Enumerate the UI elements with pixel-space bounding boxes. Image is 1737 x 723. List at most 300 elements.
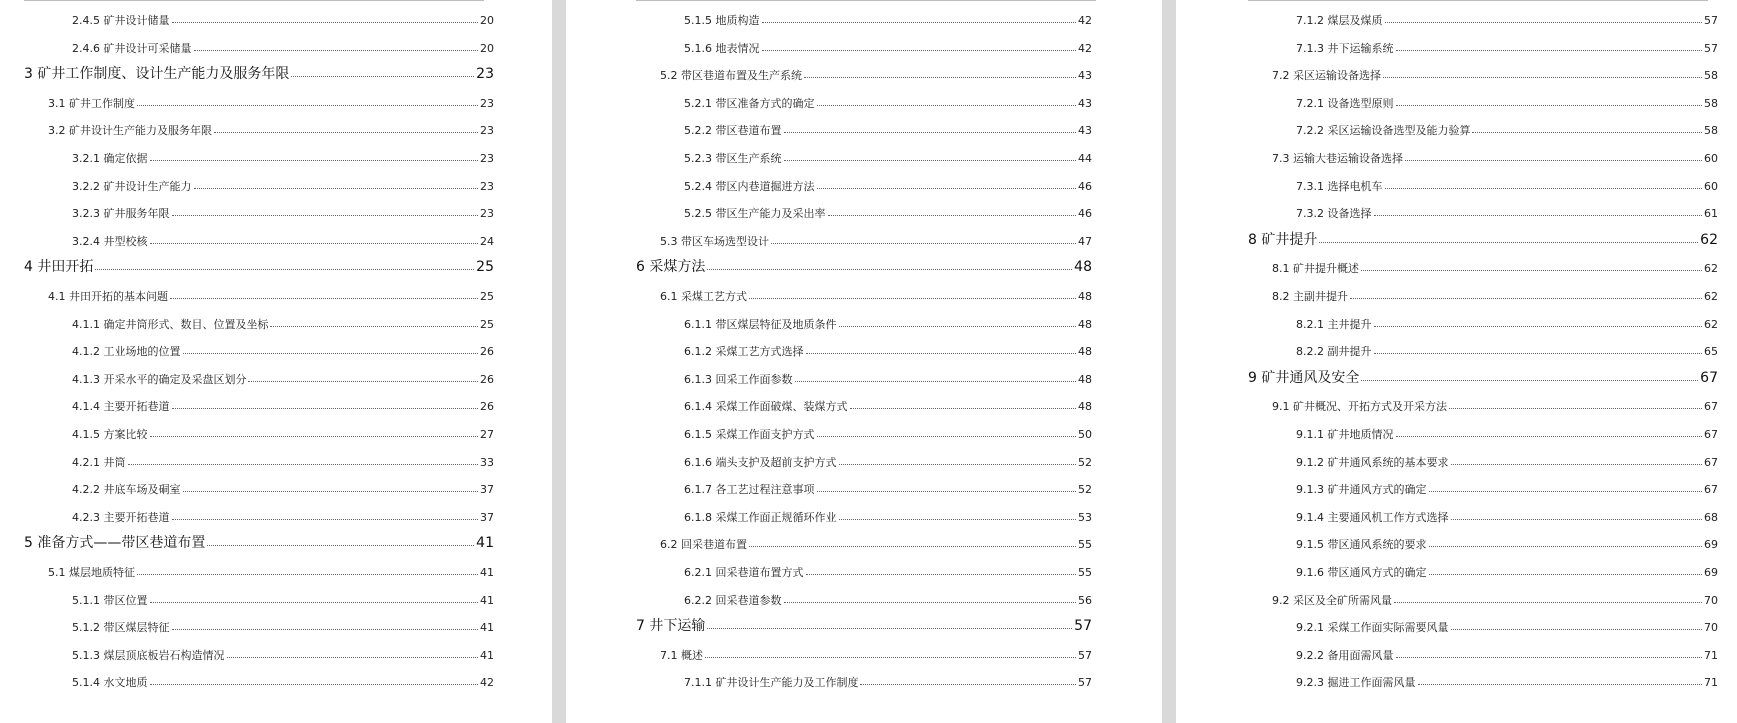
toc-entry[interactable]: [684, 420, 1092, 440]
toc-dot-leader: [183, 353, 479, 354]
toc-entry-title: 5.2.2 带区巷道布置: [684, 124, 782, 138]
toc-entry-title: 4.1.1 确定井筒形式、数目、位置及坐标: [72, 317, 269, 331]
toc-entry-title: 7.2.2 采区运输设备选型及能力验算: [1296, 124, 1471, 138]
toc-entry-title: 5 准备方式——带区巷道布置: [24, 535, 206, 552]
toc-entry-page-number: 70: [1704, 621, 1718, 635]
toc-dot-leader: [172, 408, 479, 409]
toc-entry-page-number: 48: [1078, 400, 1092, 414]
toc-entry-page-number: 62: [1704, 262, 1718, 276]
toc-entry[interactable]: [1272, 144, 1718, 164]
toc-entry[interactable]: [48, 282, 494, 302]
toc-entry-page-number: 23: [476, 66, 494, 83]
toc-entry-page-number: 48: [1078, 372, 1092, 386]
toc-entry[interactable]: [1296, 116, 1718, 136]
toc-entry[interactable]: [72, 227, 494, 247]
toc-entry[interactable]: [1296, 420, 1718, 440]
toc-entry-title: 9.2 采区及全矿所需风量: [1272, 593, 1392, 607]
toc-dot-leader: [806, 353, 1077, 354]
toc-dot-leader: [172, 215, 479, 216]
toc-dot-leader: [1472, 132, 1702, 133]
toc-entry[interactable]: [684, 503, 1092, 523]
toc-entry[interactable]: [636, 254, 1092, 274]
toc-entry-title: 8.2.1 主井提升: [1296, 317, 1372, 331]
toc-dot-leader: [839, 519, 1077, 520]
toc-entry-page-number: 58: [1704, 96, 1718, 110]
toc-entry[interactable]: [1296, 310, 1718, 330]
toc-dot-leader: [806, 574, 1077, 575]
toc-entry-title: 2.4.5 矿井设计储量: [72, 14, 170, 27]
toc-entry-page-number: 48: [1078, 290, 1092, 303]
toc-entry-page-number: 33: [480, 455, 494, 469]
toc-dot-leader: [1405, 160, 1702, 161]
toc-entry-title: 4.1 井田开拓的基本问题: [48, 290, 168, 303]
toc-entry-title: 6.1.6 端头支护及超前支护方式: [684, 455, 837, 469]
toc-entry-title: 9.1.4 主要通风机工作方式选择: [1296, 510, 1449, 524]
toc-entry-page-number: 43: [1078, 69, 1092, 83]
toc-entry[interactable]: [24, 61, 494, 81]
toc-entry-page-number: 69: [1704, 566, 1718, 579]
toc-entry-title: 6.1.1 带区煤层特征及地质条件: [684, 317, 837, 331]
toc-entry-page-number: 67: [1704, 455, 1718, 469]
toc-entry-page-number: 23: [480, 179, 494, 193]
toc-entry-title: 9.1.5 带区通风系统的要求: [1296, 538, 1427, 552]
page-top-edge-1: [24, 0, 484, 1]
toc-entry-page-number: 67: [1704, 483, 1718, 497]
toc-entry-title: 4.1.2 工业场地的位置: [72, 345, 181, 359]
toc-dot-leader: [762, 50, 1077, 51]
toc-dot-leader: [707, 269, 1072, 270]
toc-entry[interactable]: [684, 172, 1092, 192]
toc-entry-title: 5.3 带区车场选型设计: [660, 234, 769, 248]
toc-dot-leader: [150, 684, 479, 685]
toc-dot-leader: [784, 132, 1077, 133]
toc-entry-title: 5.2.1 带区准备方式的确定: [684, 96, 815, 110]
toc-entry-page-number: 58: [1704, 69, 1718, 83]
toc-dot-leader: [707, 628, 1072, 629]
toc-entry-title: 8 矿井提升: [1248, 231, 1318, 248]
toc-entry-page-number: 71: [1704, 676, 1718, 690]
page-top-edge-3: [1248, 0, 1708, 1]
toc-entry[interactable]: [684, 337, 1092, 357]
toc-entry[interactable]: [684, 34, 1092, 54]
toc-dot-leader: [860, 684, 1076, 685]
toc-dot-leader: [1449, 408, 1702, 409]
toc-entry-page-number: 70: [1704, 593, 1718, 607]
toc-entry[interactable]: [660, 530, 1092, 550]
toc-entry-page-number: 42: [480, 676, 494, 690]
toc-dot-leader: [150, 160, 479, 161]
toc-entry-page-number: 43: [1078, 96, 1092, 110]
toc-entry-page-number: 47: [1078, 234, 1092, 248]
toc-entry[interactable]: [1296, 172, 1718, 192]
toc-dot-leader: [1429, 491, 1703, 492]
toc-dot-leader: [207, 545, 474, 546]
toc-dot-leader: [804, 77, 1076, 78]
toc-entry[interactable]: [24, 254, 494, 274]
toc-entry-title: 4.2.3 主要开拓巷道: [72, 510, 170, 524]
toc-dot-leader: [172, 629, 479, 630]
toc-entry-title: 4.1.3 开采水平的确定及采盘区划分: [72, 372, 247, 386]
toc-dot-leader: [1350, 298, 1702, 299]
toc-entry[interactable]: [684, 144, 1092, 164]
toc-entry[interactable]: [684, 310, 1092, 330]
toc-entry-title: 7.1.3 井下运输系统: [1296, 41, 1394, 55]
toc-entry-page-number: 48: [1074, 259, 1092, 276]
toc-dot-leader: [1385, 188, 1703, 189]
toc-entry[interactable]: [72, 668, 494, 688]
toc-dot-leader: [150, 436, 479, 437]
toc-entry[interactable]: [72, 420, 494, 440]
toc-entry-page-number: 69: [1704, 538, 1718, 552]
toc-entry-page-number: 53: [1078, 510, 1092, 524]
toc-entry-page-number: 67: [1704, 400, 1718, 414]
toc-entry-page-number: 23: [480, 152, 494, 165]
toc-entry-title: 5.1.1 带区位置: [72, 593, 148, 607]
toc-entry-title: 9.2.3 掘进工作面需风量: [1296, 676, 1416, 690]
toc-entry-title: 3.2.2 矿井设计生产能力: [72, 179, 192, 193]
toc-entry-page-number: 41: [476, 535, 494, 552]
toc-entry[interactable]: [1296, 530, 1718, 550]
toc-dot-leader: [762, 22, 1077, 23]
toc-entry[interactable]: [72, 310, 494, 330]
toc-entry-title: 6.1 采煤工艺方式: [660, 290, 747, 303]
toc-entry-title: 9.2.2 备用面需风量: [1296, 648, 1394, 662]
toc-entry[interactable]: [684, 116, 1092, 136]
toc-entry[interactable]: [1296, 337, 1718, 357]
toc-dot-leader: [1319, 242, 1698, 243]
toc-dot-leader: [137, 105, 478, 106]
toc-entry-title: 5.1.3 煤层顶底板岩石构造情况: [72, 648, 225, 662]
toc-dot-leader: [839, 326, 1077, 327]
toc-entry-page-number: 52: [1078, 455, 1092, 469]
toc-dot-leader: [705, 657, 1076, 658]
toc-entry-page-number: 43: [1078, 124, 1092, 138]
toc-entry-page-number: 42: [1078, 14, 1092, 27]
toc-entry-page-number: 67: [1700, 369, 1718, 386]
toc-dot-leader: [1361, 380, 1698, 381]
toc-entry-title: 5.2 带区巷道布置及生产系统: [660, 69, 802, 83]
toc-entry-title: 9.2.1 采煤工作面实际需要风量: [1296, 621, 1449, 635]
toc-entry-title: 3.2.3 矿井服务年限: [72, 207, 170, 221]
toc-entry-page-number: 25: [476, 259, 494, 276]
toc-entry-page-number: 37: [480, 483, 494, 497]
toc-entry-title: 3.2 矿井设计生产能力及服务年限: [48, 124, 212, 138]
toc-dot-leader: [1374, 326, 1703, 327]
toc-entry[interactable]: [72, 475, 494, 495]
toc-dot-leader: [150, 602, 479, 603]
toc-entry-title: 5.2.3 带区生产系统: [684, 152, 782, 165]
toc-entry-page-number: 44: [1078, 152, 1092, 165]
page-gutter-1: [552, 0, 566, 723]
toc-entry-page-number: 46: [1078, 207, 1092, 221]
toc-entry-title: 5.1.2 带区煤层特征: [72, 621, 170, 635]
toc-entry-page-number: 71: [1704, 648, 1718, 662]
toc-entry[interactable]: [684, 586, 1092, 606]
toc-entry[interactable]: [660, 282, 1092, 302]
toc-dot-leader: [1451, 464, 1703, 465]
toc-entry-page-number: 57: [1704, 41, 1718, 55]
toc-entry-title: 7.3.2 设备选择: [1296, 207, 1372, 221]
toc-entry-title: 7.2.1 设备选型原则: [1296, 96, 1394, 110]
toc-dot-leader: [1396, 657, 1703, 658]
toc-entry-title: 6.1.8 采煤工作面正规循环作业: [684, 510, 837, 524]
toc-entry-title: 9.1 矿井概况、开拓方式及开采方法: [1272, 400, 1447, 414]
toc-entry-page-number: 58: [1704, 124, 1718, 138]
toc-entry-page-number: 26: [480, 345, 494, 359]
toc-entry[interactable]: [72, 34, 494, 54]
toc-entry-page-number: 57: [1074, 618, 1092, 635]
toc-entry-title: 5.2.4 带区内巷道掘进方法: [684, 179, 815, 193]
toc-entry-title: 5.1.5 地质构造: [684, 14, 760, 27]
toc-dot-leader: [817, 491, 1077, 492]
toc-entry[interactable]: [1272, 61, 1718, 81]
toc-entry-title: 6.2.2 回采巷道参数: [684, 593, 782, 607]
toc-entry-title: 3.2.4 井型校核: [72, 234, 148, 248]
toc-entry-title: 7.1.2 煤层及煤质: [1296, 14, 1383, 27]
toc-dot-leader: [128, 464, 479, 465]
toc-entry-title: 9.1.6 带区通风方式的确定: [1296, 566, 1427, 579]
toc-entry-title: 7.3.1 选择电机车: [1296, 179, 1383, 193]
toc-dot-leader: [839, 464, 1077, 465]
toc-entry[interactable]: [72, 172, 494, 192]
toc-entry-title: 8.2.2 副井提升: [1296, 345, 1372, 359]
toc-entry-title: 7.1.1 矿井设计生产能力及工作制度: [684, 676, 859, 690]
toc-entry-page-number: 48: [1078, 345, 1092, 359]
toc-entry[interactable]: [24, 530, 494, 550]
toc-entry[interactable]: [684, 448, 1092, 468]
toc-entry[interactable]: [1296, 34, 1718, 54]
toc-dot-leader: [172, 22, 479, 23]
toc-entry-title: 8.1 矿井提升概述: [1272, 262, 1359, 276]
toc-entry[interactable]: [684, 6, 1092, 26]
toc-dot-leader: [1394, 602, 1702, 603]
toc-entry-page-number: 41: [480, 593, 494, 607]
toc-entry[interactable]: [72, 586, 494, 606]
toc-dot-leader: [1396, 105, 1703, 106]
toc-entry[interactable]: [72, 365, 494, 385]
toc-entry-page-number: 48: [1078, 317, 1092, 331]
toc-entry[interactable]: [48, 558, 494, 578]
toc-entry-page-number: 65: [1704, 345, 1718, 359]
toc-entry[interactable]: [72, 641, 494, 661]
toc-entry-title: 3.1 矿井工作制度: [48, 96, 135, 110]
toc-dot-leader: [1374, 215, 1703, 216]
toc-dot-leader: [1429, 574, 1703, 575]
toc-entry-page-number: 46: [1078, 179, 1092, 193]
toc-entry[interactable]: [1296, 6, 1718, 26]
toc-entry-title: 8.2 主副井提升: [1272, 290, 1348, 303]
toc-entry[interactable]: [1296, 558, 1718, 578]
toc-entry-page-number: 41: [480, 621, 494, 635]
toc-entry-title: 6.1.2 采煤工艺方式选择: [684, 345, 804, 359]
toc-dot-leader: [1383, 77, 1702, 78]
toc-dot-leader: [227, 657, 479, 658]
toc-dot-leader: [270, 326, 478, 327]
toc-entry[interactable]: [72, 6, 494, 26]
toc-entry-title: 9.1.1 矿井地质情况: [1296, 428, 1394, 441]
toc-dot-leader: [828, 215, 1077, 216]
toc-entry-page-number: 25: [480, 290, 494, 303]
toc-dot-leader: [771, 243, 1076, 244]
toc-entry-page-number: 55: [1078, 566, 1092, 579]
toc-entry[interactable]: [1296, 475, 1718, 495]
toc-dot-leader: [248, 381, 478, 382]
toc-entry-page-number: 41: [480, 648, 494, 662]
toc-entry[interactable]: [1296, 503, 1718, 523]
toc-entry-title: 9.1.2 矿井通风系统的基本要求: [1296, 455, 1449, 469]
toc-entry[interactable]: [1248, 365, 1718, 385]
page-top-edge-2: [636, 0, 1096, 1]
toc-entry-page-number: 42: [1078, 41, 1092, 55]
toc-entry-page-number: 60: [1704, 152, 1718, 165]
toc-entry-page-number: 24: [480, 234, 494, 248]
toc-entry-title: 6.1.4 采煤工作面破煤、装煤方式: [684, 400, 848, 414]
toc-entry[interactable]: [660, 641, 1092, 661]
toc-entry[interactable]: [72, 337, 494, 357]
toc-dot-leader: [183, 491, 479, 492]
toc-entry[interactable]: [660, 61, 1092, 81]
toc-dot-leader: [749, 546, 1076, 547]
toc-entry-page-number: 57: [1078, 676, 1092, 690]
toc-entry[interactable]: [48, 89, 494, 109]
toc-dot-leader: [1429, 546, 1703, 547]
toc-entry[interactable]: [1296, 641, 1718, 661]
toc-entry-title: 4.2.1 井筒: [72, 455, 126, 469]
toc-entry-page-number: 23: [480, 207, 494, 221]
toc-entry-page-number: 62: [1704, 317, 1718, 331]
toc-entry[interactable]: [684, 89, 1092, 109]
toc-entry-title: 4.1.4 主要开拓巷道: [72, 400, 170, 414]
toc-entry-title: 9.1.3 矿井通风方式的确定: [1296, 483, 1427, 497]
toc-entry-page-number: 57: [1704, 14, 1718, 27]
toc-entry-title: 7.3 运输大巷运输设备选择: [1272, 152, 1403, 165]
toc-entry-page-number: 26: [480, 372, 494, 386]
toc-entry[interactable]: [684, 668, 1092, 688]
toc-entry-title: 5.2.5 带区生产能力及采出率: [684, 207, 826, 221]
toc-dot-leader: [291, 76, 474, 77]
toc-entry-page-number: 57: [1078, 648, 1092, 662]
toc-dot-leader: [1361, 270, 1702, 271]
toc-entry-page-number: 62: [1704, 290, 1718, 303]
toc-entry-title: 4.1.5 方案比较: [72, 428, 148, 441]
toc-entry-page-number: 23: [480, 96, 494, 110]
toc-dot-leader: [784, 160, 1077, 161]
toc-entry-title: 7.1 概述: [660, 648, 703, 662]
toc-dot-leader: [1451, 629, 1703, 630]
toc-entry-page-number: 26: [480, 400, 494, 414]
toc-dot-leader: [214, 132, 478, 133]
toc-entry-page-number: 55: [1078, 538, 1092, 552]
toc-dot-leader: [817, 436, 1077, 437]
toc-dot-leader: [1396, 436, 1703, 437]
toc-entry-title: 5.1 煤层地质特征: [48, 566, 135, 579]
toc-entry[interactable]: [1272, 586, 1718, 606]
toc-entry[interactable]: [1272, 282, 1718, 302]
toc-entry-page-number: 37: [480, 510, 494, 524]
toc-entry-title: 3.2.1 确定依据: [72, 152, 148, 165]
toc-entry-page-number: 23: [480, 124, 494, 138]
toc-entry-page-number: 62: [1700, 231, 1718, 248]
toc-entry-title: 5.1.6 地表情况: [684, 41, 760, 55]
toc-entry[interactable]: [72, 613, 494, 633]
toc-dot-leader: [817, 105, 1077, 106]
toc-entry[interactable]: [72, 448, 494, 468]
toc-dot-leader: [95, 269, 474, 270]
toc-dot-leader: [194, 188, 479, 189]
toc-dot-leader: [749, 298, 1076, 299]
toc-entry[interactable]: [72, 503, 494, 523]
toc-entry-page-number: 61: [1704, 207, 1718, 221]
toc-dot-leader: [1385, 22, 1703, 23]
toc-entry[interactable]: [636, 613, 1092, 633]
toc-entry[interactable]: [1296, 613, 1718, 633]
toc-entry[interactable]: [72, 199, 494, 219]
page-gutter-2: [1162, 0, 1176, 723]
toc-entry-title: 9 矿井通风及安全: [1248, 369, 1360, 386]
toc-dot-leader: [795, 381, 1077, 382]
toc-entry-title: 3 矿井工作制度、设计生产能力及服务年限: [24, 66, 290, 83]
toc-dot-leader: [170, 298, 478, 299]
toc-dot-leader: [172, 519, 479, 520]
toc-entry-title: 6.1.3 回采工作面参数: [684, 372, 793, 386]
toc-dot-leader: [784, 602, 1077, 603]
toc-dot-leader: [1396, 50, 1703, 51]
toc-dot-leader: [1451, 519, 1703, 520]
toc-entry[interactable]: [1248, 227, 1718, 247]
toc-entry-title: 6.2 回采巷道布置: [660, 538, 747, 552]
toc-entry[interactable]: [684, 365, 1092, 385]
toc-entry[interactable]: [1272, 392, 1718, 412]
toc-entry-title: 6 采煤方法: [636, 259, 706, 276]
toc-entry-page-number: 20: [480, 41, 494, 55]
toc-entry-page-number: 41: [480, 566, 494, 579]
toc-entry-title: 4.2.2 井底车场及硐室: [72, 483, 181, 497]
toc-entry[interactable]: [1296, 89, 1718, 109]
toc-entry[interactable]: [72, 392, 494, 412]
toc-dot-leader: [817, 188, 1077, 189]
toc-entry[interactable]: [684, 475, 1092, 495]
toc-entry-title: 6.1.7 各工艺过程注意事项: [684, 483, 815, 497]
toc-entry[interactable]: [684, 558, 1092, 578]
toc-dot-leader: [194, 50, 479, 51]
toc-entry[interactable]: [1272, 254, 1718, 274]
toc-entry-page-number: 27: [480, 428, 494, 441]
toc-entry-title: 6.1.5 采煤工作面支护方式: [684, 428, 815, 441]
toc-dot-leader: [850, 408, 1077, 409]
toc-entry-title: 5.1.4 水文地质: [72, 676, 148, 690]
toc-entry-title: 7.2 采区运输设备选择: [1272, 69, 1381, 83]
toc-entry[interactable]: [48, 116, 494, 136]
toc-entry-page-number: 60: [1704, 179, 1718, 193]
toc-entry-page-number: 52: [1078, 483, 1092, 497]
toc-entry[interactable]: [1296, 668, 1718, 688]
toc-entry-title: 6.2.1 回采巷道布置方式: [684, 566, 804, 579]
toc-entry[interactable]: [1296, 199, 1718, 219]
toc-entry[interactable]: [684, 392, 1092, 412]
toc-entry[interactable]: [684, 199, 1092, 219]
toc-dot-leader: [1374, 353, 1703, 354]
toc-entry-page-number: 67: [1704, 428, 1718, 441]
toc-entry-page-number: 25: [480, 317, 494, 331]
toc-entry-page-number: 20: [480, 14, 494, 27]
toc-entry[interactable]: [660, 227, 1092, 247]
toc-entry[interactable]: [72, 144, 494, 164]
toc-entry[interactable]: [1296, 448, 1718, 468]
toc-dot-leader: [1418, 684, 1703, 685]
toc-entry-title: 4 井田开拓: [24, 259, 94, 276]
toc-entry-title: 7 井下运输: [636, 618, 706, 635]
toc-entry-page-number: 56: [1078, 593, 1092, 607]
